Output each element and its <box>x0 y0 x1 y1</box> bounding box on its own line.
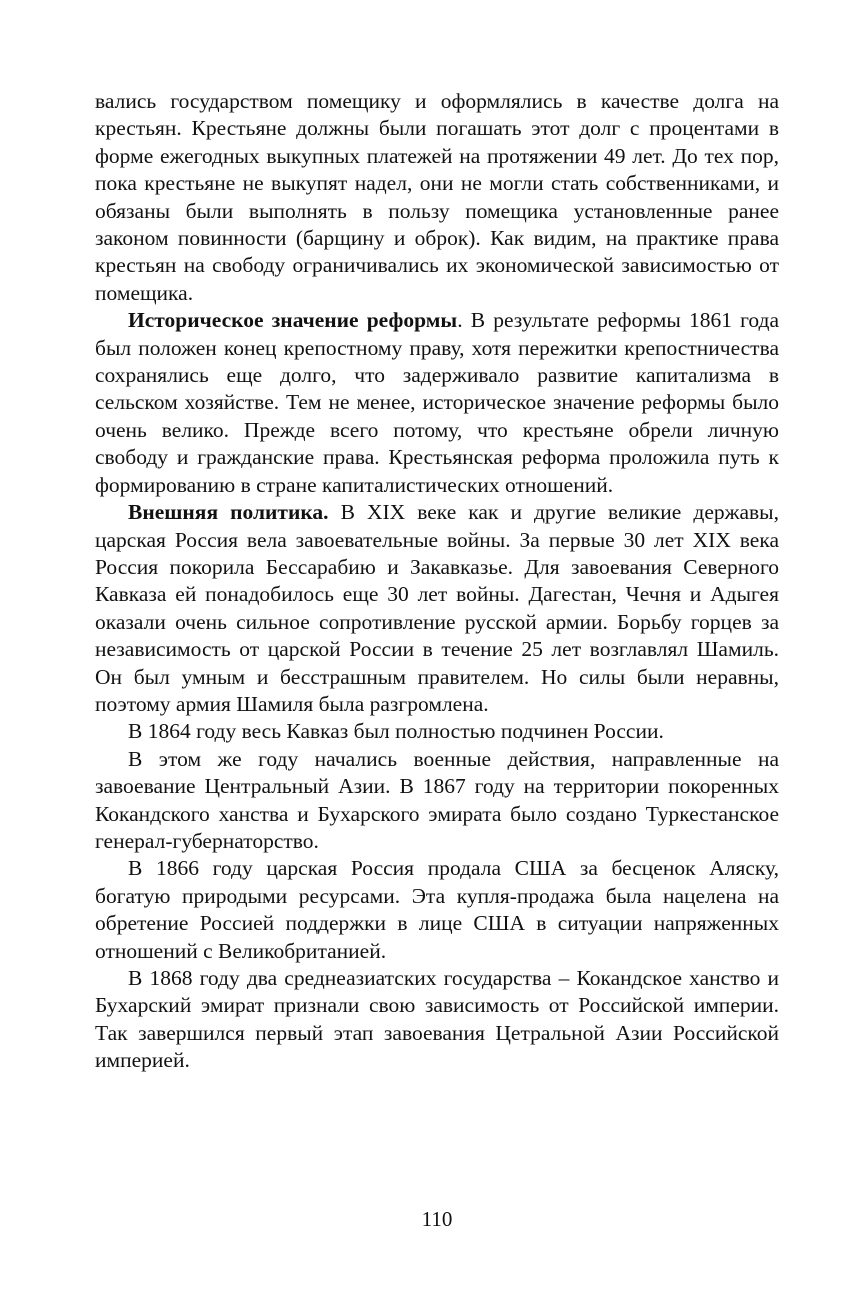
paragraph-text: В 1866 году царская Россия продала США за бесценок Аляску, богатую природыми ресурсами. Эта купля-продажа была нацелена на обретение Россией поддержки в лице США в ситуации напряженных отношений с Великобританией. <box>95 856 779 963</box>
paragraph-redemption-payments <box>95 88 779 307</box>
page-number: 110 <box>421 1207 453 1231</box>
paragraph-text: . В результате реформы 1861 года был положен конец крепостному праву, хотя пережитки крепостничества сохранялись еще долго, что задерживало развитие капитализма в сельском хозяйстве. Тем не менее, историческое значение реформы было очень велико. Прежде всего потому, что крестьяне обрели личную свободу и гражданские права. Крестьянская реформа проложила путь к формированию в стране капиталистических отношений. <box>95 308 779 497</box>
paragraph-text: В XIX веке как и другие великие державы, царская Россия вела завоевательные войны. За первые 30 лет XIX века Россия покорила Бессарабию и Закавказье. Для завоевания Северного Кавказа ей понадобилось еще 30 лет войны. Дагестан, Чечня и Адыгея оказали очень сильное сопротивление русской армии. Борьбу горцев за независимость от царской России в течение 25 лет возглавлял Шамиль. Он был умным и бесстрашным правителем. Но силы были неравны, поэтому армия Шамиля была разгромлена. <box>95 500 779 716</box>
paragraph-central-asia-1867 <box>95 746 779 856</box>
paragraph-alaska-1866 <box>95 855 779 965</box>
paragraph-text: В 1868 году два среднеазиатских государства – Кокандское ханство и Бухарский эмират признали свою зависимость от Российской империи. Так завершился первый этап завоевания Цетральной Азии Российской империей. <box>95 966 779 1073</box>
section-heading-historical-significance: Историческое значение реформы <box>128 308 458 333</box>
paragraph-central-asia-1868 <box>95 965 779 1075</box>
section-heading-foreign-policy: Внешняя политика. <box>128 500 329 525</box>
paragraph-caucasus-1864 <box>95 718 779 745</box>
book-page <box>95 88 779 1310</box>
paragraph-text: вались государством помещику и оформлялись в качестве долга на крестьян. Крестьяне должны были погашать этот долг с процентами в форме ежегодных выкупных платежей на протяжении 49 лет. До тех пор, пока крестьяне не выкупят надел, они не могли стать собственниками, и обязаны были выполнять в пользу помещика установленные ранее законом повинности (барщину и оброк). Как видим, на практике права крестьян на свободу ограничивались их экономической зависимостью от помещика. <box>95 89 779 305</box>
paragraph-text: В этом же году начались военные действия, направленные на завоевание Центральный Азии. В 1867 году на территории покоренных Кокандского ханства и Бухарского эмирата было создано Туркестанское генерал-губернаторство. <box>95 746 779 853</box>
paragraph-foreign-policy <box>95 499 779 718</box>
paragraph-text: В 1864 году весь Кавказ был полностью подчинен России. <box>128 719 664 744</box>
paragraph-historical-significance <box>95 307 779 499</box>
